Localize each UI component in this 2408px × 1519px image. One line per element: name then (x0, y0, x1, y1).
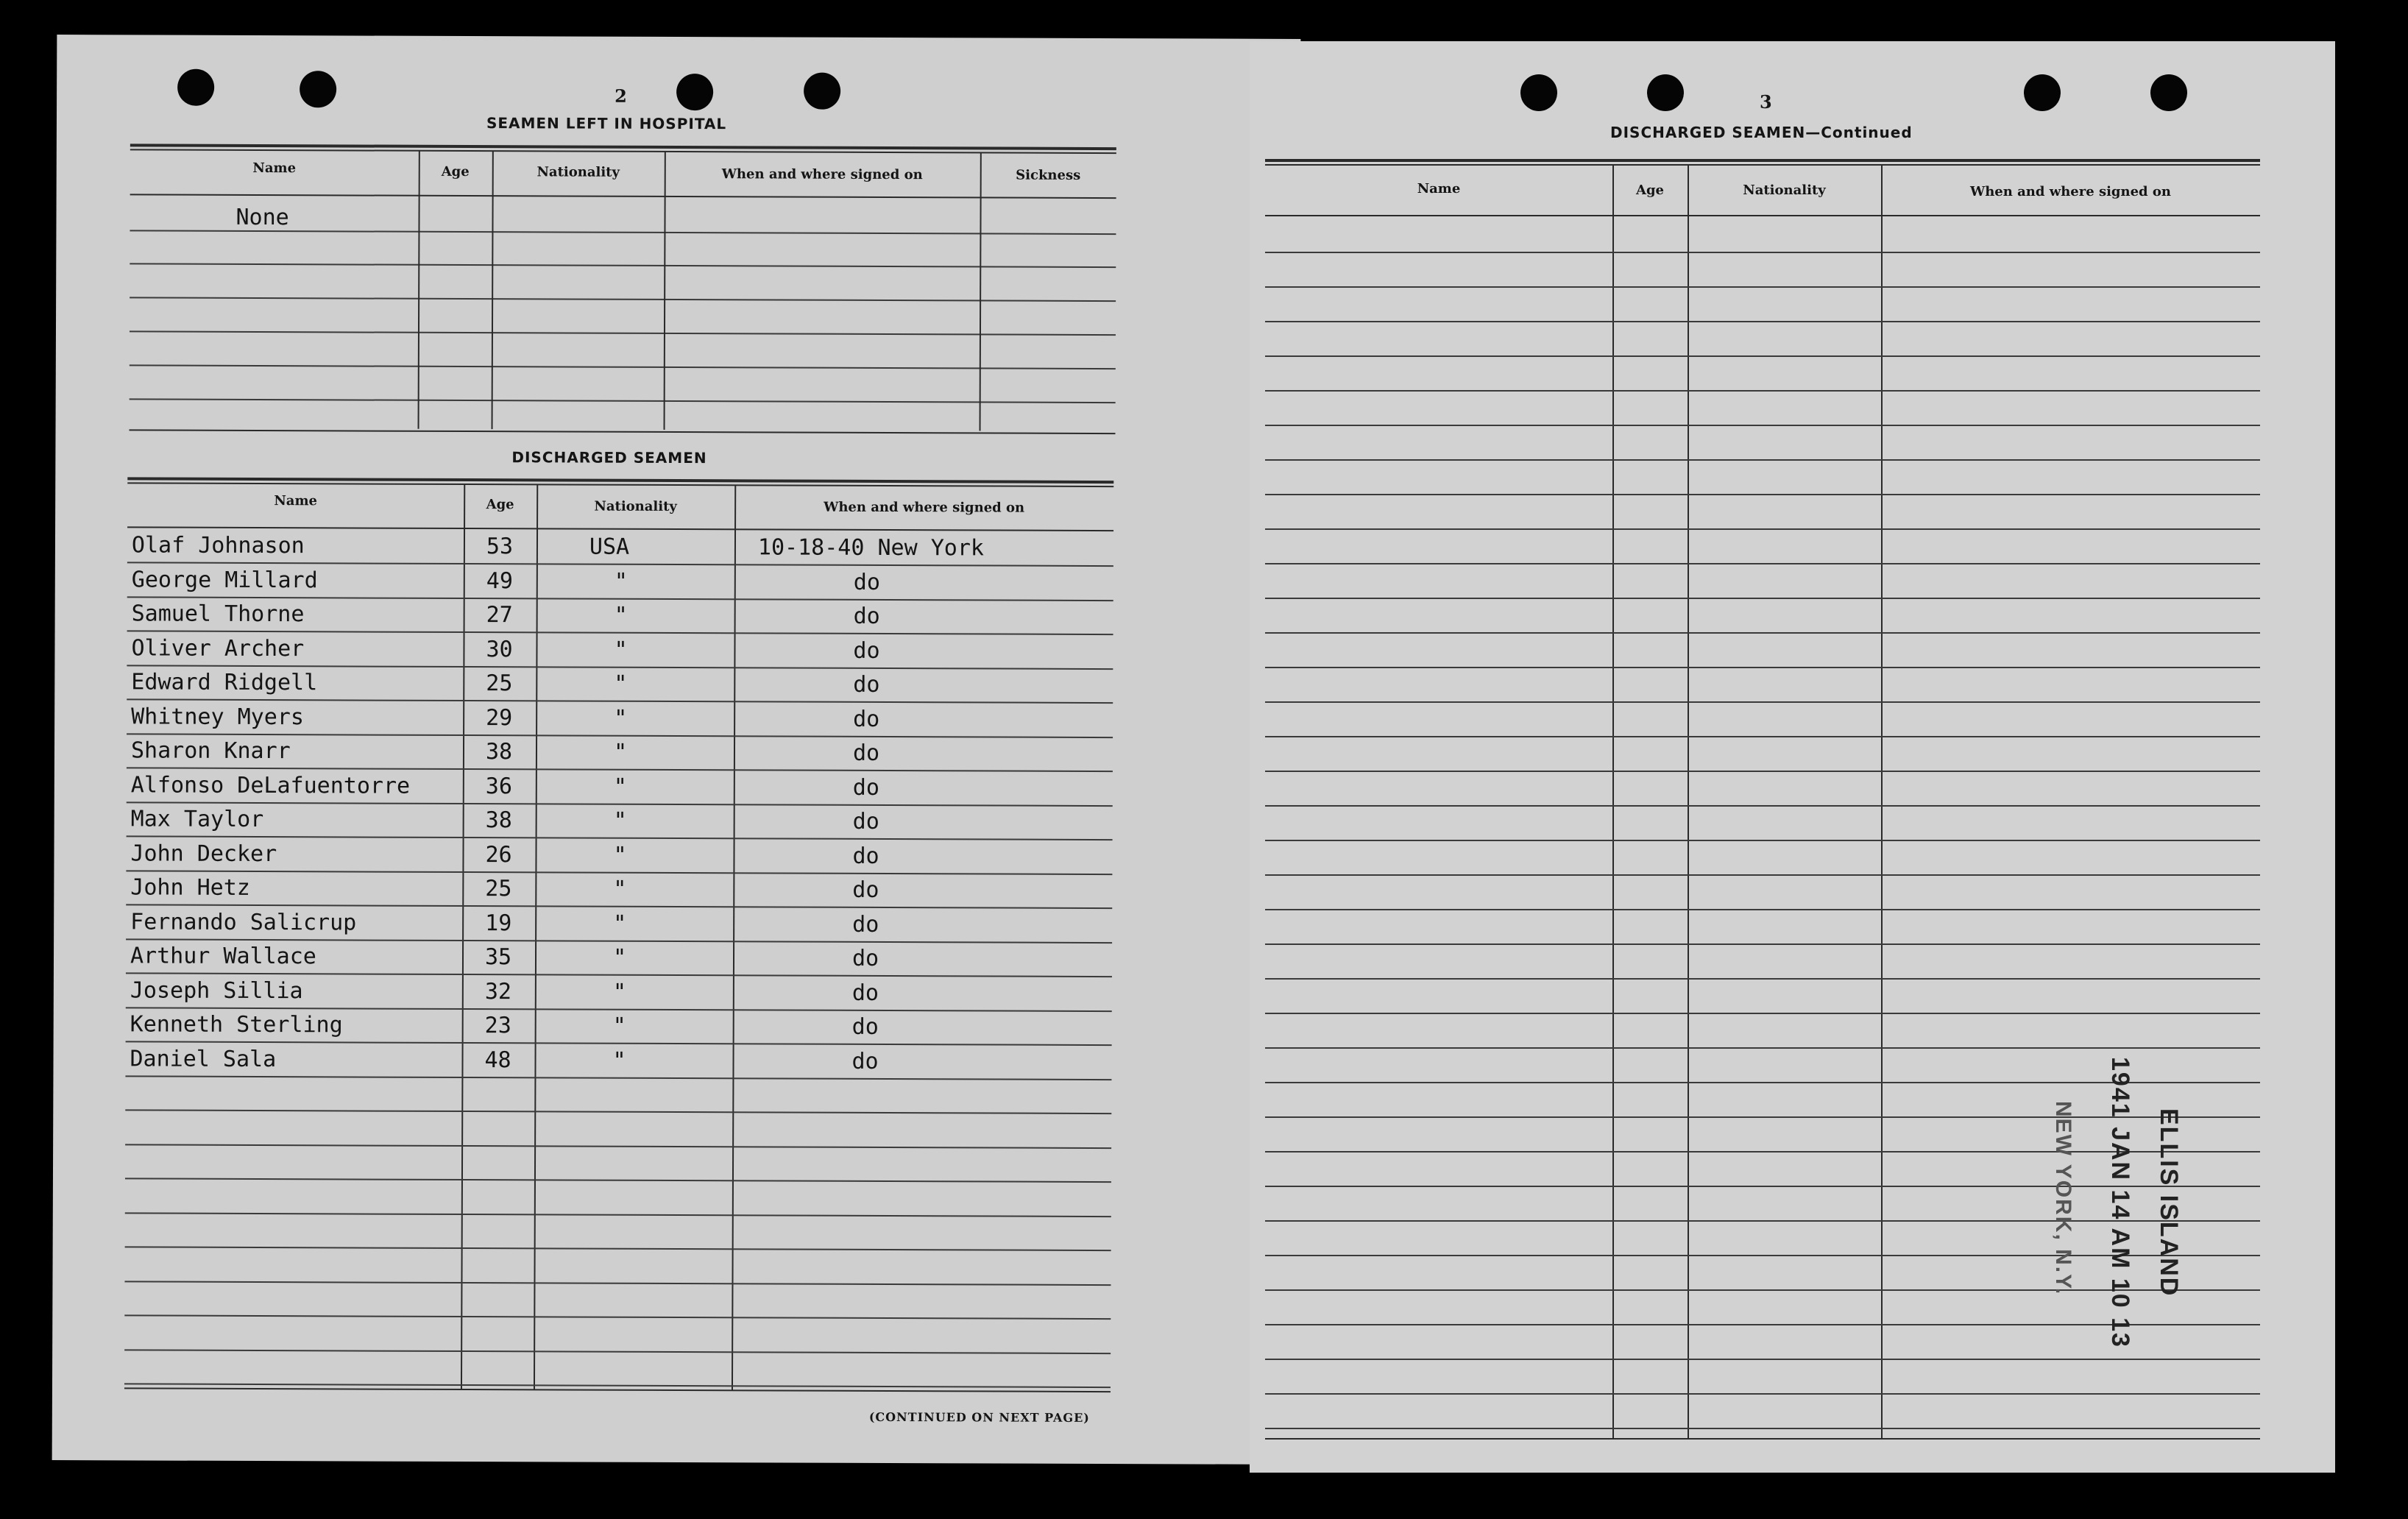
seaman-nationality: " (614, 670, 628, 697)
seaman-nationality: " (614, 705, 628, 732)
col-header-name: Name (274, 493, 318, 509)
ruled-line (1265, 598, 2260, 599)
seaman-age: 49 (486, 567, 513, 594)
table-row (57, 35, 1300, 39)
ruled-line (1265, 1359, 2260, 1360)
ruled-line (1265, 1013, 2260, 1014)
ruled-line (127, 698, 1113, 704)
seaman-age: 27 (486, 602, 513, 629)
seaman-name: Alfonso DeLafuentorre (130, 771, 411, 799)
ruled-line (1265, 1393, 2260, 1395)
seaman-signed-on: do (853, 637, 880, 664)
table-row (57, 35, 1300, 39)
seaman-name: Arthur Wallace (130, 943, 316, 970)
seaman-name: Whitney Myers (131, 703, 305, 730)
seaman-age: 36 (485, 773, 513, 799)
ruled-line (1265, 390, 2260, 392)
seaman-name: Daniel Sala (130, 1045, 277, 1072)
col-header-age: Age (486, 497, 514, 513)
table-row (57, 35, 1300, 39)
col-header-nationality: Nationality (537, 164, 620, 180)
seaman-name: Joseph Sillia (130, 977, 303, 1004)
ruled-line (126, 1007, 1112, 1012)
ruled-line (1265, 1428, 2260, 1429)
seaman-nationality: " (614, 637, 628, 663)
ruled-line (1265, 355, 2260, 357)
ruled-line (1265, 701, 2260, 703)
seaman-nationality: " (614, 568, 628, 595)
seaman-age: 29 (486, 704, 513, 731)
seaman-age: 48 (484, 1047, 511, 1073)
seaman-nationality: " (612, 979, 626, 1005)
seaman-nationality: " (613, 773, 627, 800)
table-row (57, 35, 1300, 39)
ruled-line (1265, 425, 2260, 426)
seaman-age: 19 (485, 910, 512, 936)
ruled-line (126, 870, 1112, 875)
ruled-line (1265, 805, 2260, 807)
seaman-name: John Decker (130, 840, 277, 867)
stamp-date: 1941 JAN 14 AM 10 13 (2106, 1057, 2134, 1348)
ruled-line (124, 1281, 1111, 1286)
col-header-signed-on: When and where signed on (721, 166, 923, 183)
seaman-age: 38 (485, 807, 512, 834)
ruled-line (125, 1144, 1111, 1149)
seaman-nationality: " (613, 807, 627, 834)
table-row (57, 35, 1300, 39)
col-header-nationality: Nationality (1743, 183, 1826, 198)
punch-hole (177, 69, 214, 106)
ruled-line (1265, 840, 2260, 841)
seaman-name: Sharon Knarr (130, 737, 291, 765)
right-manifest-page (1250, 41, 2335, 1473)
ruled-line (1265, 978, 2260, 980)
seaman-age: 53 (486, 534, 514, 560)
seaman-age: 26 (485, 841, 512, 868)
ruled-line (1265, 736, 2260, 737)
col-header-nationality: Nationality (594, 498, 677, 515)
col-header-name: Name (252, 160, 297, 177)
seaman-signed-on: do (853, 706, 880, 732)
ruled-line (1265, 252, 2260, 253)
seaman-name: Samuel Thorne (131, 601, 305, 628)
ruled-line (126, 938, 1112, 943)
left-manifest-page (52, 35, 1301, 1465)
seaman-name: Fernando Salicrup (130, 908, 357, 935)
seaman-signed-on: do (852, 843, 879, 869)
seaman-nationality: " (612, 1013, 626, 1039)
col-header-age: Age (441, 163, 470, 180)
seaman-nationality: " (613, 910, 627, 937)
ruled-line (127, 835, 1113, 840)
ruled-line (1265, 286, 2260, 288)
stamp-ellis-island: ELLIS ISLAND (2155, 1108, 2183, 1297)
continued-section-title: DISCHARGED SEAMEN—Continued (1610, 124, 1913, 141)
ruled-line (125, 1075, 1111, 1080)
seaman-nationality: USA (589, 534, 630, 560)
seaman-name: Edward Ridgell (131, 669, 318, 696)
discharged-section-title: DISCHARGED SEAMEN (511, 448, 707, 467)
ruled-line (1265, 563, 2260, 564)
seaman-nationality: " (613, 739, 628, 765)
col-header-signed-on: When and where signed on (1970, 184, 2171, 199)
ruled-line (127, 665, 1113, 670)
col-header-signed-on: When and where signed on (824, 499, 1025, 516)
table-row (57, 35, 1300, 39)
page-number: 3 (1760, 91, 1772, 113)
ruled-line (1265, 528, 2260, 530)
ruled-line (1265, 1047, 2260, 1049)
ruled-line (1265, 459, 2260, 461)
seaman-signed-on: do (852, 740, 880, 766)
seaman-age: 30 (486, 636, 513, 662)
seaman-age: 25 (485, 876, 512, 902)
ruled-line (1265, 494, 2260, 495)
table-row (57, 35, 1300, 39)
seaman-nationality: " (613, 876, 627, 902)
ruled-line (1265, 771, 2260, 772)
seaman-signed-on: do (851, 980, 879, 1006)
table-row (57, 35, 1300, 39)
table-row (57, 35, 1300, 39)
ruled-line (125, 1212, 1111, 1217)
hospital-section-title: SEAMEN LEFT IN HOSPITAL (486, 114, 727, 133)
col-header-sickness: Sickness (1016, 167, 1081, 183)
seaman-age: 25 (486, 670, 513, 697)
punch-hole (1520, 74, 1557, 111)
ruled-line (126, 972, 1112, 977)
table-row (57, 35, 1300, 39)
ruled-line (1265, 909, 2260, 910)
ruled-line (127, 562, 1113, 567)
ruled-line (124, 1314, 1111, 1320)
punch-hole (676, 74, 713, 110)
seaman-signed-on: do (852, 808, 879, 835)
seaman-nationality: " (612, 944, 627, 971)
ruled-line (125, 1178, 1111, 1183)
table-row (57, 35, 1300, 39)
ruled-line (1265, 321, 2260, 322)
seaman-signed-on: do (852, 774, 880, 801)
seaman-name: Oliver Archer (131, 634, 305, 662)
table-row (57, 35, 1300, 39)
seaman-name: John Hetz (130, 874, 250, 901)
seaman-age: 35 (484, 944, 512, 971)
ruled-line (127, 630, 1113, 635)
seaman-signed-on: do (853, 603, 880, 629)
seaman-name: Kenneth Sterling (130, 1011, 343, 1038)
seaman-signed-on: do (851, 945, 879, 971)
seaman-name: Max Taylor (130, 806, 264, 833)
punch-hole (2150, 74, 2187, 111)
seaman-signed-on: do (853, 569, 880, 595)
seaman-age: 38 (485, 739, 513, 765)
ruled-line (1265, 667, 2260, 668)
seaman-signed-on: 10-18-40 New York (757, 534, 985, 562)
continued-footer: (CONTINUED ON NEXT PAGE) (868, 1409, 1090, 1425)
seaman-nationality: " (612, 1047, 626, 1074)
seaman-name: Olaf Johnason (131, 532, 305, 559)
ruled-line (125, 1246, 1111, 1251)
ruled-line (126, 904, 1112, 909)
ruled-line (127, 801, 1113, 807)
seaman-signed-on: do (852, 911, 879, 938)
ruled-line (125, 1109, 1111, 1114)
seaman-age: 23 (484, 1013, 511, 1039)
col-header-age: Age (1635, 183, 1664, 198)
punch-hole (2024, 74, 2061, 111)
ruled-line (124, 1349, 1111, 1354)
ruled-line (1265, 632, 2260, 634)
seaman-name: George Millard (131, 566, 318, 593)
table-row (57, 35, 1300, 39)
table-row (57, 35, 1300, 39)
ruled-line (1265, 874, 2260, 876)
seaman-nationality: " (614, 602, 628, 629)
table-row (57, 35, 1300, 39)
page-number: 2 (615, 85, 627, 107)
ruled-line (127, 767, 1113, 772)
stamp-new-york: NEW YORK, N.Y. (2051, 1101, 2075, 1296)
col-header-name: Name (1417, 181, 1461, 196)
ruled-line (127, 596, 1113, 601)
seaman-signed-on: do (853, 671, 880, 698)
punch-hole (300, 71, 336, 107)
seaman-signed-on: do (851, 1013, 879, 1040)
seaman-age: 32 (484, 978, 512, 1005)
ruled-line (126, 1041, 1112, 1046)
seaman-nationality: " (613, 842, 627, 868)
table-row (57, 35, 1300, 39)
seaman-signed-on: do (852, 877, 879, 903)
punch-hole (1647, 74, 1684, 111)
ruled-line (1265, 943, 2260, 945)
seaman-signed-on: do (851, 1048, 879, 1074)
ruled-line (124, 1383, 1111, 1388)
punch-hole (804, 73, 840, 110)
hospital-none-entry: None (236, 204, 289, 231)
ruled-line (127, 733, 1113, 738)
